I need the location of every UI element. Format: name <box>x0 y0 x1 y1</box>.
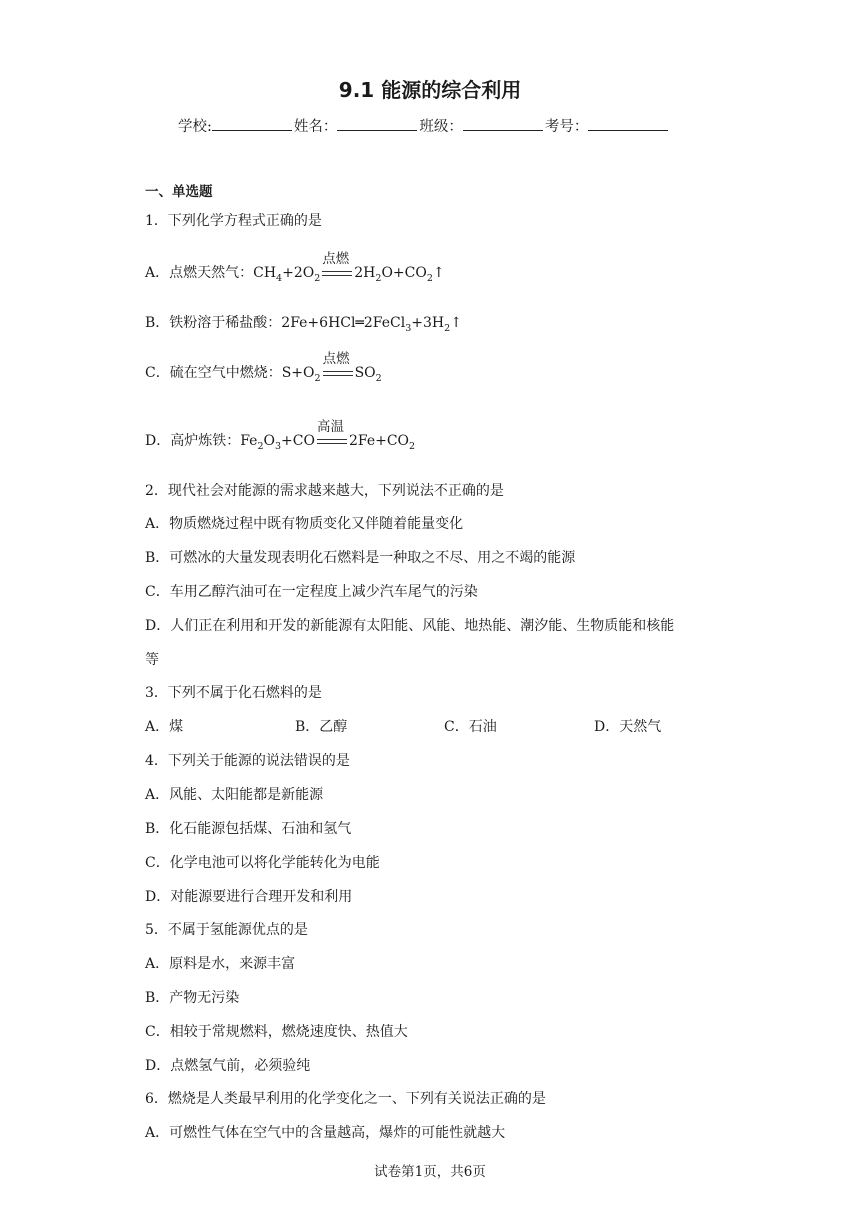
q2-option-d: D．人们正在利用和开发的新能源有太阳能、风能、地热能、潮汐能、生物质能和核能 <box>145 618 675 634</box>
q1-d-reactants: $Fe_2O_3+CO$ <box>240 433 315 452</box>
q1-c-condition: 点燃 <box>321 365 355 381</box>
q6-option-a: A．可燃性气体在空气中的含量越高，爆炸的可能性就越大 <box>145 1125 506 1141</box>
q5-option-c: C．相较于常规燃料，燃烧速度快、热值大 <box>145 1024 408 1040</box>
q4-option-b: B．化石能源包括煤、石油和氢气 <box>145 821 352 837</box>
q1-d-products: $2Fe+CO_2$ <box>348 433 416 452</box>
q1-d-condition: 高温 <box>315 433 349 449</box>
q1-a-condition: 点燃 <box>320 265 354 281</box>
exam-no-label: 考号： <box>544 119 589 135</box>
q5-stem: 5．不属于氢能源优点的是 <box>145 922 308 938</box>
q3-option-d: D．天然气 <box>594 719 662 735</box>
q5-option-b: B．产物无污染 <box>145 990 240 1006</box>
q2-option-d-cont: 等 <box>145 652 159 668</box>
q3-option-b: B．乙醇 <box>295 719 348 735</box>
q2-stem: 2．现代社会对能源的需求越来越大，下列说法不正确的是 <box>145 483 504 499</box>
name-label: 姓名： <box>293 119 338 135</box>
q1-a-products: $2H_2O+CO_2↑$ <box>354 265 445 284</box>
school-blank[interactable] <box>212 118 292 131</box>
q1-c-products: $SO_2$ <box>354 365 382 384</box>
q2-option-c: C．车用乙醇汽油可在一定程度上减少汽车尾气的污染 <box>145 584 478 600</box>
class-label: 班级： <box>419 119 463 135</box>
school-label: 学校: <box>178 119 212 135</box>
q1-a-reactants: $CH_4+2O_2$ <box>253 265 321 284</box>
q3-stem: 3．下列不属于化石燃料的是 <box>145 685 322 701</box>
q5-option-a: A．原料是水，来源丰富 <box>145 956 296 972</box>
q2-option-a: A．物质燃烧过程中既有物质变化又伴随着能量变化 <box>145 516 464 532</box>
q6-stem: 6．燃烧是人类最早利用的化学变化之一、下列有关说法正确的是 <box>145 1091 546 1107</box>
q1-option-a: A．点燃天然气：$CH_4+2O_2$ 点燃 $2H_2O+CO_2↑$ <box>145 251 445 284</box>
page-title: 9.1 能源的综合利用 <box>338 78 522 102</box>
class-blank[interactable] <box>463 118 543 131</box>
q3-option-a: A．煤 <box>145 719 184 735</box>
name-blank[interactable] <box>337 118 417 131</box>
exam-no-blank[interactable] <box>588 118 668 131</box>
q1-stem: 1．下列化学方程式正确的是 <box>145 213 322 229</box>
q4-option-c: C．化学电池可以将化学能转化为电能 <box>145 855 380 871</box>
section-heading: 一、单选题 <box>145 184 213 200</box>
q1-option-c: C．硫在空气中燃烧：$S+O_2$ 点燃 $SO_2$ <box>145 351 382 384</box>
q1-c-reactants: $S+O_2$ <box>281 365 321 384</box>
q1-option-b: B．铁粉溶于稀盐酸：$2Fe+6HCl═2FeCl_3+3H_2↑$ <box>145 315 462 334</box>
q4-stem: 4．下列关于能源的说法错误的是 <box>145 753 350 769</box>
q5-option-d: D．点燃氢气前，必须验纯 <box>145 1058 311 1074</box>
student-info <box>178 115 670 136</box>
q3-option-c: C．石油 <box>444 719 497 735</box>
q1-option-d: D．高炉炼铁：$Fe_2O_3+CO$ 高温 $2Fe+CO_2$ <box>145 419 416 452</box>
page-footer: 试卷第1页，共6页 <box>374 1164 486 1180</box>
q4-option-d: D．对能源要进行合理开发和利用 <box>145 889 353 905</box>
q4-option-a: A．风能、太阳能都是新能源 <box>145 787 324 803</box>
q2-option-b: B．可燃冰的大量发现表明化石燃料是一种取之不尽、用之不竭的能源 <box>145 550 576 566</box>
